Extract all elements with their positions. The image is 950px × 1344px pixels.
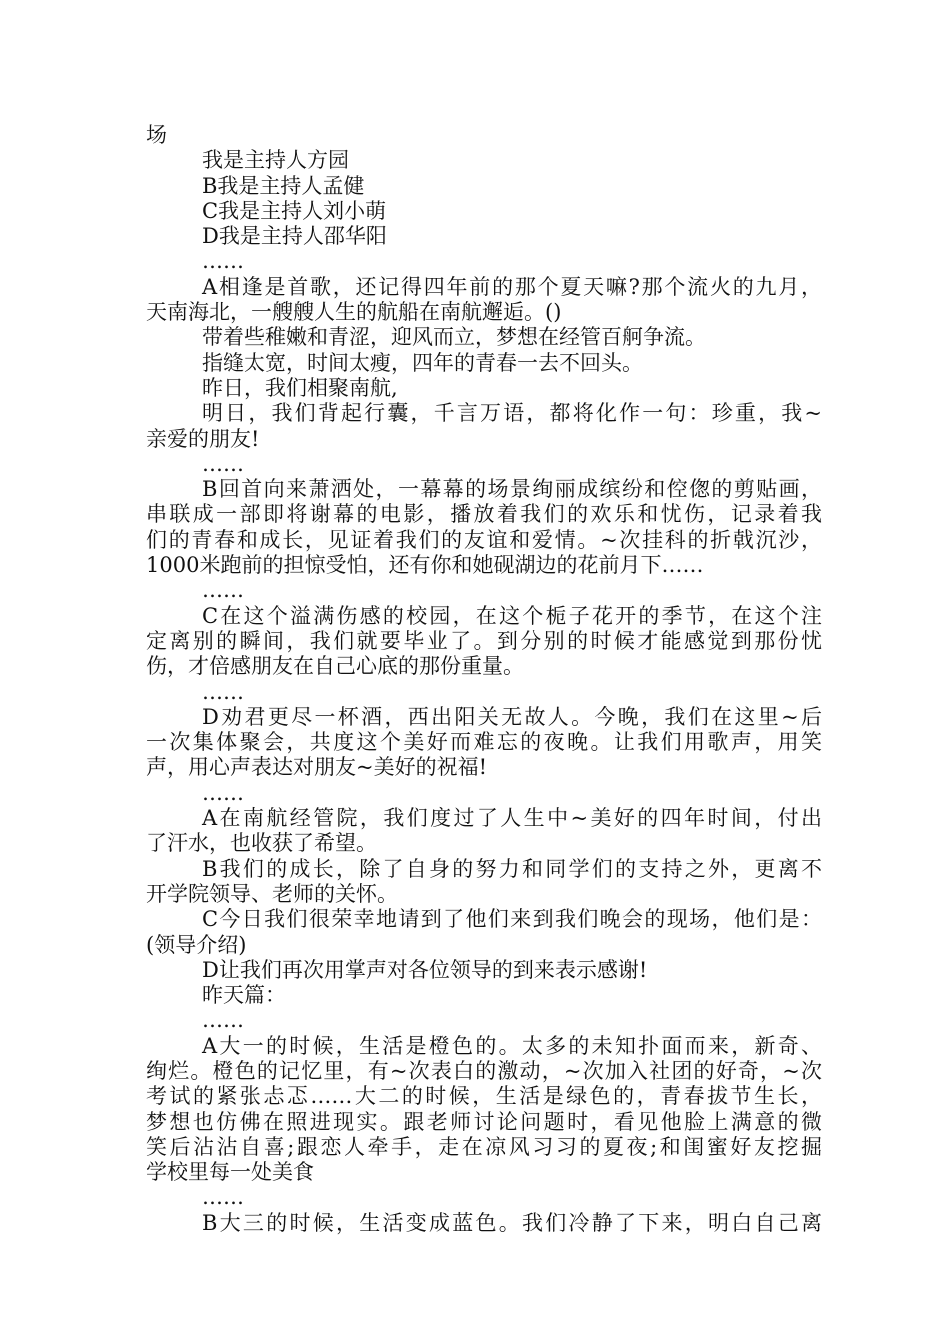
text-line: C在这个溢满伤感的校园，在这个栀子花开的季节，在这个注 <box>202 603 822 628</box>
text-line: (领导介绍) <box>146 932 247 957</box>
text-line: C我是主持人刘小萌 <box>202 198 387 223</box>
text-line: 1000米跑前的担惊受怕，还有你和她砚湖边的花前月下…… <box>146 553 704 578</box>
text-line: D劝君更尽一杯酒，西出阳关无故人。今晚，我们在这里~后 <box>202 704 822 729</box>
text-line: 学校里每一处美食 <box>146 1160 314 1185</box>
text-line: A大一的时候，生活是橙色的。太多的未知扑面而来，新奇、 <box>202 1033 822 1058</box>
text-line: D让我们再次用掌声对各位领导的到来表示感谢! <box>202 957 648 982</box>
text-line: 伤，才倍感朋友在自己心底的那份重量。 <box>146 654 524 679</box>
text-line: 开学院领导、老师的关怀。 <box>146 881 398 906</box>
document-page <box>146 123 822 1236</box>
text-line: 天南海北，一艘艘人生的航船在南航邂逅。() <box>146 300 562 325</box>
text-line: 明日，我们背起行囊，千言万语，都将化作一句：珍重，我~ <box>202 401 822 426</box>
text-line: B我们的成长，除了自身的努力和同学们的支持之外，更离不 <box>202 856 822 881</box>
text-line: 带着些稚嫩和青涩，迎风而立，梦想在经管百舸争流。 <box>202 325 706 350</box>
text-line: …… <box>202 679 244 704</box>
text-line: …… <box>202 451 244 476</box>
text-line: 笑后沾沾自喜;跟恋人牵手，走在凉风习习的夏夜;和闺蜜好友挖掘 <box>146 1134 822 1159</box>
text-line: 亲爱的朋友! <box>146 426 260 451</box>
text-line: 我是主持人方园 <box>202 148 349 173</box>
text-line: 绚烂。橙色的记忆里，有~次表白的激动，~次加入社团的好奇，~次 <box>146 1058 822 1083</box>
text-line: 定离别的瞬间，我们就要毕业了。到分别的时候才能感觉到那份忧 <box>146 628 822 653</box>
text-line: …… <box>202 1185 244 1210</box>
text-line: …… <box>202 1008 244 1033</box>
text-line: 串联成一部即将谢幕的电影，播放着我们的欢乐和忧伤，记录着我 <box>146 502 822 527</box>
text-line: D我是主持人邵华阳 <box>202 224 387 249</box>
text-line: B大三的时候，生活变成蓝色。我们冷静了下来，明白自己离 <box>202 1210 822 1235</box>
text-line: 了汗水，也收获了希望。 <box>146 831 377 856</box>
text-line: 梦想也仿佛在照进现实。跟老师讨论问题时，看见他脸上满意的微 <box>146 1109 822 1134</box>
text-line: 指缝太宽，时间太瘦，四年的青春一去不回头。 <box>202 350 643 375</box>
text-line: A相逢是首歌，还记得四年前的那个夏天嘛?那个流火的九月， <box>202 274 822 299</box>
text-line: A在南航经管院，我们度过了人生中~美好的四年时间，付出 <box>202 806 822 831</box>
text-line: B我是主持人孟健 <box>202 173 365 198</box>
text-line: B回首向来萧洒处，一幕幕的场景绚丽成缤纷和倥偬的剪贴画， <box>202 477 822 502</box>
text-line: 一次集体聚会，共度这个美好而难忘的夜晚。让我们用歌声，用笑 <box>146 730 822 755</box>
text-line: 昨天篇： <box>202 983 286 1008</box>
text-line: …… <box>202 780 244 805</box>
text-line: …… <box>202 578 244 603</box>
text-line: 们的青春和成长，见证着我们的友谊和爱情。~次挂科的折戟沉沙， <box>146 527 822 552</box>
text-line: …… <box>202 249 244 274</box>
text-line: C今日我们很荣幸地请到了他们来到我们晚会的现场，他们是： <box>202 907 822 932</box>
text-line: 场 <box>146 123 167 147</box>
text-line: 声，用心声表达对朋友~美好的祝福! <box>146 755 488 780</box>
text-line: 考试的紧张忐忑……大二的时候，生活是绿色的，青春拔节生长， <box>146 1084 822 1109</box>
text-line: 昨日，我们相聚南航, <box>202 375 398 400</box>
